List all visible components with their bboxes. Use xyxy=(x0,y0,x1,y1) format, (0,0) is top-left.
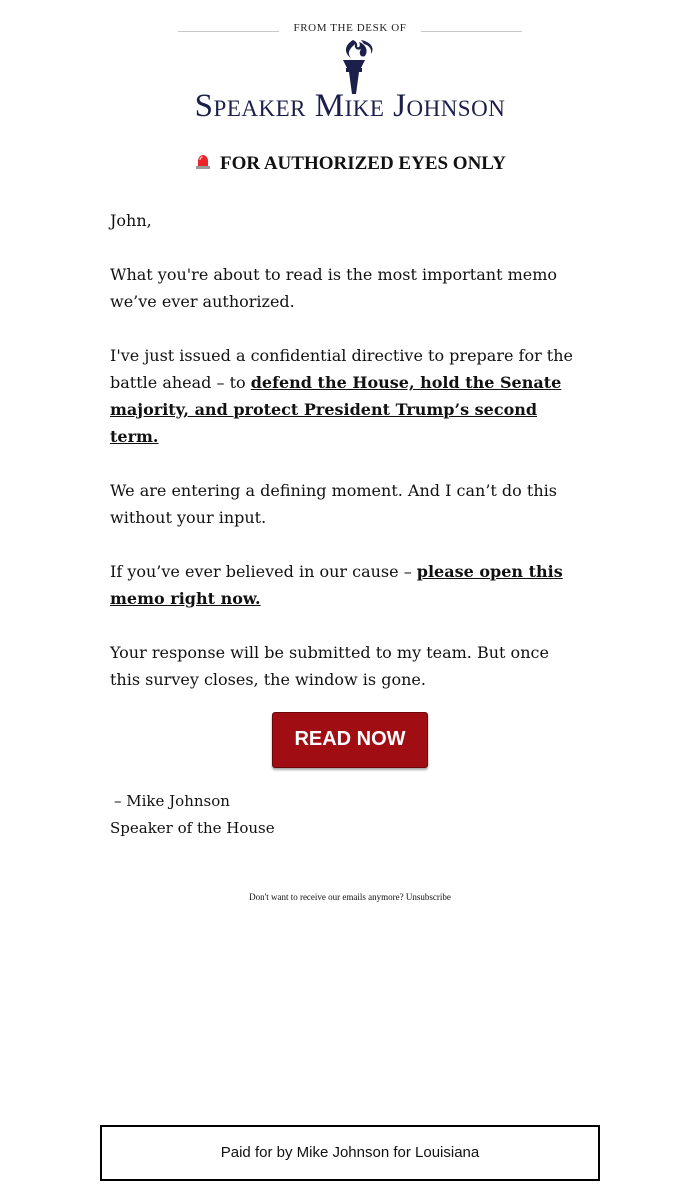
paid-for-disclaimer: Paid for by Mike Johnson for Louisiana xyxy=(100,1125,600,1181)
defend-house-link[interactable]: defend the House, hold the Senate majority, and protect President Trump’s second term. xyxy=(110,373,562,446)
unsubscribe-line xyxy=(0,892,700,902)
paragraph-3: We are entering a defining moment. And I can’t do this without your input. xyxy=(110,481,557,527)
email-header xyxy=(0,0,700,140)
signature-block xyxy=(110,788,275,842)
authorized-eyes-label: FOR AUTHORIZED EYES ONLY xyxy=(220,153,506,174)
siren-icon xyxy=(194,154,212,170)
divider-line-right xyxy=(421,31,522,32)
unsubscribe-link[interactable]: Unsubscribe xyxy=(405,892,451,902)
speaker-logo-name: Speaker Mike Johnson xyxy=(194,88,506,124)
paragraph-2-text: I've just issued a confidential directive to prepare for the battle ahead – to xyxy=(110,346,574,392)
paragraph-4 xyxy=(110,558,580,612)
unsubscribe-text: Don't want to receive our emails anymore? xyxy=(249,892,406,902)
paragraph-5: Your response will be submitted to my team. But once this survey closes, the window is gone. xyxy=(110,643,549,689)
read-now-button[interactable]: READ NOW xyxy=(272,712,428,768)
cta-wrapper xyxy=(0,712,700,768)
open-memo-link[interactable]: please open this memo right now. xyxy=(110,562,563,608)
signature-title: Speaker of the House xyxy=(110,819,275,837)
signature-name: – Mike Johnson xyxy=(114,792,230,810)
paragraph-1: What you're about to read is the most important memo we’ve ever authorized. xyxy=(110,265,558,311)
authorized-eyes-heading xyxy=(0,153,700,175)
paragraph-4-text: If you’ve ever believed in our cause – xyxy=(110,562,417,581)
memo-body xyxy=(110,207,580,720)
greeting: John, xyxy=(110,211,152,230)
from-desk-row xyxy=(178,22,522,38)
paragraph-2 xyxy=(110,342,580,450)
from-desk-label: FROM THE DESK OF xyxy=(293,22,407,34)
